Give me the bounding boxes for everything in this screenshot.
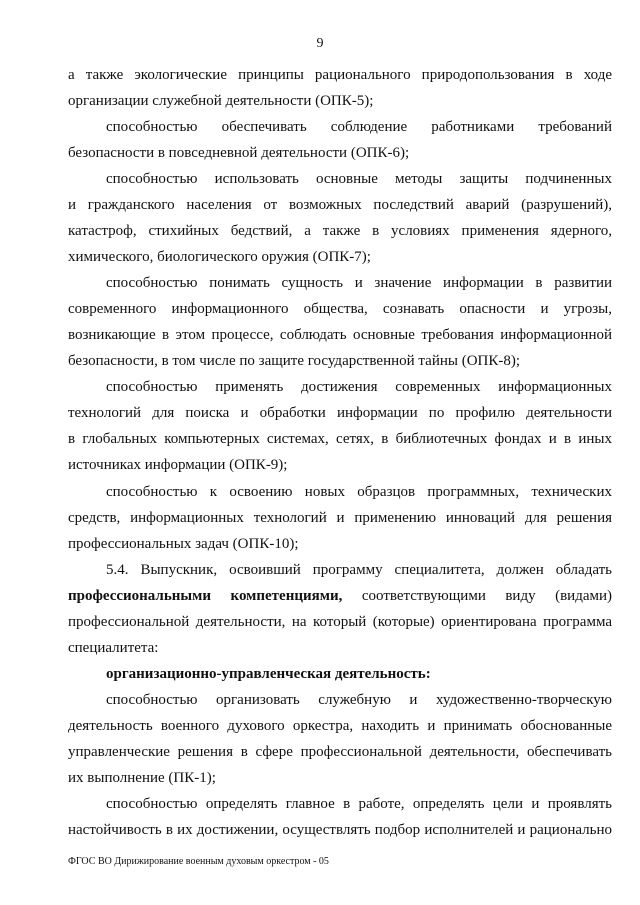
text-line: способностью к освоению новых образцов программных, технических <box>106 484 612 500</box>
text-line: настойчивость в их достижении, осуществлять подбор исполнителей и рационально <box>68 822 612 838</box>
text-line: безопасности в повседневной деятельности (ОПК-6); <box>68 145 410 161</box>
text-line: химического, биологического оружия (ОПК-7); <box>68 249 371 265</box>
text-line: способностью организовать служебную и художественно-творческую <box>106 692 612 708</box>
section-heading: организационно-управленческая деятельность: <box>106 666 431 682</box>
text-line: специалитета: <box>68 640 159 656</box>
text-line: возникающие в этом процессе, соблюдать основные требования информационной <box>68 327 612 343</box>
text-line: безопасности, в том числе по защите государственной тайны (ОПК-8); <box>68 353 521 369</box>
page-number: 9 <box>316 36 324 51</box>
text-line: 5.4. Выпускник, освоивший программу специалитета, должен обладать <box>106 562 612 578</box>
text-line: способностью определять главное в работе, определять цели и проявлять <box>106 796 612 812</box>
text-line: организации служебной деятельности (ОПК-5); <box>68 93 374 109</box>
text-line <box>68 587 612 605</box>
text-line: средств, информационных технологий и применению инноваций для решения <box>68 510 612 526</box>
text-line: современного информационного общества, сознавать опасности и угрозы, <box>68 301 612 317</box>
text-line: профессиональных задач (ОПК-10); <box>68 536 299 552</box>
text-line: профессиональной деятельности, на который (которые) ориентирована программа <box>68 614 612 630</box>
bold-term: компетенциями, <box>230 588 343 604</box>
text-line: способностью обеспечивать соблюдение работниками требований <box>106 119 612 135</box>
text-line: управленческие решения в сфере профессиональной деятельности, обеспечивать <box>68 744 612 760</box>
text-line: способностью понимать сущность и значение информации в развитии <box>106 275 612 291</box>
text-line: источниках информации (ОПК-9); <box>68 457 288 473</box>
text-line: а также экологические принципы рационального природопользования в ходе <box>68 67 612 83</box>
text-line: их выполнение (ПК-1); <box>68 770 216 786</box>
text-line: способностью применять достижения современных информационных <box>106 379 612 395</box>
text-fragment: соответствующими виду (видами) <box>361 588 612 604</box>
text-line: в глобальных компьютерных системах, сетях, в библиотечных фондах и в иных <box>68 431 612 447</box>
text-line: деятельность военного духового оркестра, находить и принимать обоснованные <box>68 718 612 734</box>
footer: ФГОС ВО Дирижирование военным духовым оркестром - 05 <box>68 856 329 867</box>
text-line: катастроф, стихийных бедствий, а также в условиях применения ядерного, <box>68 223 612 239</box>
text-line: и гражданского населения от возможных последствий аварий (разрушений), <box>68 197 612 213</box>
bold-term: профессиональными <box>68 588 211 604</box>
text-line: способностью использовать основные методы защиты подчиненных <box>106 171 612 187</box>
text-line: технологий для поиска и обработки информации по профилю деятельности <box>68 405 612 421</box>
